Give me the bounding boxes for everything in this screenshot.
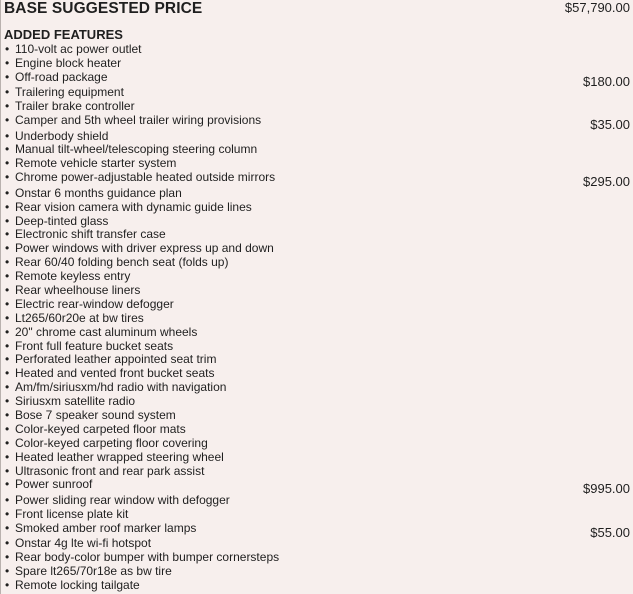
feature-item xyxy=(5,256,629,270)
feature-label: Bose 7 speaker sound system xyxy=(15,407,176,422)
feature-label: Heated leather wrapped steering wheel xyxy=(15,449,224,464)
bullet-icon: • xyxy=(5,113,10,128)
bullet-icon: • xyxy=(5,170,10,185)
bullet-icon: • xyxy=(5,142,10,157)
bullet-icon: • xyxy=(5,128,10,143)
base-price-label: BASE SUGGESTED PRICE xyxy=(4,0,203,17)
feature-label: Color-keyed carpeted floor mats xyxy=(15,421,186,436)
feature-item xyxy=(5,201,629,215)
feature-label: Color-keyed carpeting floor covering xyxy=(15,435,208,450)
feature-item xyxy=(5,579,629,593)
bullet-icon: • xyxy=(5,421,10,436)
feature-label: Remote vehicle starter system xyxy=(15,156,177,171)
bullet-icon: • xyxy=(5,520,10,535)
added-features-list xyxy=(5,43,629,593)
bullet-icon: • xyxy=(5,213,10,228)
feature-item xyxy=(5,381,629,395)
bullet-icon: • xyxy=(5,55,10,70)
feature-item xyxy=(5,565,629,579)
bullet-icon: • xyxy=(5,366,10,381)
bullet-icon: • xyxy=(5,310,10,325)
bullet-icon: • xyxy=(5,255,10,270)
bullet-icon: • xyxy=(5,380,10,395)
feature-label: Chrome power-adjustable heated outside mirrors xyxy=(15,170,276,185)
feature-item xyxy=(5,157,629,171)
feature-label: Onstar 4g lte wi-fi hotspot xyxy=(15,536,152,551)
bullet-icon: • xyxy=(5,199,10,214)
bullet-icon: • xyxy=(5,99,10,114)
feature-label: Front full feature bucket seats xyxy=(15,338,174,353)
feature-label: Power windows with driver express up and down xyxy=(15,241,274,256)
feature-label: Deep-tinted glass xyxy=(15,213,109,228)
bullet-icon: • xyxy=(5,69,10,84)
feature-item xyxy=(5,187,629,201)
feature-item xyxy=(5,170,630,190)
bullet-icon: • xyxy=(5,550,10,565)
bullet-icon: • xyxy=(5,282,10,297)
feature-label: Rear vision camera with dynamic guide lines xyxy=(15,199,252,214)
feature-item xyxy=(5,242,629,256)
feature-item xyxy=(5,477,630,497)
feature-label: Trailer brake controller xyxy=(15,99,135,114)
feature-price: $295.00 xyxy=(583,174,630,190)
feature-label: Siriusxm satellite radio xyxy=(15,394,136,409)
feature-label: 110-volt ac power outlet xyxy=(15,42,142,56)
feature-item xyxy=(5,71,629,87)
feature-label: 20" chrome cast aluminum wheels xyxy=(15,324,198,339)
feature-item xyxy=(5,312,629,326)
feature-label: Electric rear-window defogger xyxy=(15,296,174,311)
bullet-icon: • xyxy=(5,42,10,56)
bullet-icon: • xyxy=(5,338,10,353)
feature-label: Heated and vented front bucket seats xyxy=(15,366,215,381)
feature-item xyxy=(5,437,629,451)
feature-item xyxy=(5,100,629,114)
bullet-icon: • xyxy=(5,324,10,339)
feature-item xyxy=(5,465,629,479)
bullet-icon: • xyxy=(5,577,10,592)
feature-label: Power sliding rear window with defogger xyxy=(15,492,230,507)
feature-label: Perforated leather appointed seat trim xyxy=(15,352,217,367)
feature-item xyxy=(5,270,629,284)
feature-item xyxy=(5,409,629,423)
bullet-icon: • xyxy=(5,227,10,242)
added-features-title: ADDED FEATURES xyxy=(4,27,123,42)
bullet-icon: • xyxy=(5,407,10,422)
bullet-icon: • xyxy=(5,296,10,311)
feature-item xyxy=(5,228,629,242)
feature-item xyxy=(5,86,629,100)
bullet-icon: • xyxy=(5,477,10,492)
bullet-icon: • xyxy=(5,269,10,284)
feature-label: Engine block heater xyxy=(15,55,122,70)
feature-item xyxy=(5,537,629,551)
feature-label: Spare lt265/70r18e as bw tire xyxy=(15,564,172,578)
feature-item xyxy=(5,353,629,367)
bullet-icon: • xyxy=(5,85,10,100)
feature-item xyxy=(5,43,629,57)
feature-item xyxy=(5,57,629,71)
bullet-icon: • xyxy=(5,394,10,409)
feature-item xyxy=(5,494,629,508)
feature-item xyxy=(5,143,629,157)
feature-item xyxy=(5,395,629,409)
feature-label: Rear body-color bumper with bumper cornersteps xyxy=(15,550,280,565)
feature-item xyxy=(5,215,629,229)
feature-item xyxy=(5,284,629,298)
feature-label: Smoked amber roof marker lamps xyxy=(15,520,197,535)
bullet-icon: • xyxy=(5,241,10,256)
feature-item xyxy=(5,551,629,565)
feature-label: Ultrasonic front and rear park assist xyxy=(15,463,205,478)
feature-label: Rear wheelhouse liners xyxy=(15,282,141,297)
feature-item xyxy=(5,522,629,538)
feature-label: Front license plate kit xyxy=(15,506,129,521)
feature-item xyxy=(5,130,629,144)
feature-label: Camper and 5th wheel trailer wiring provisions xyxy=(15,113,262,128)
feature-item xyxy=(5,423,629,437)
bullet-icon: • xyxy=(5,506,10,521)
feature-item xyxy=(5,298,629,312)
feature-label: Remote locking tailgate xyxy=(15,577,140,592)
base-price-row xyxy=(4,0,630,18)
feature-item xyxy=(5,508,629,522)
feature-item xyxy=(5,340,629,354)
bullet-icon: • xyxy=(5,449,10,464)
feature-price: $180.00 xyxy=(583,73,630,89)
feature-label: Rear 60/40 folding bench seat (folds up) xyxy=(15,255,229,270)
feature-item xyxy=(5,367,629,381)
bullet-icon: • xyxy=(5,492,10,507)
feature-price: $995.00 xyxy=(583,481,630,497)
feature-price: $35.00 xyxy=(590,117,630,133)
feature-item xyxy=(5,113,630,133)
feature-label: Trailering equipment xyxy=(15,85,124,100)
feature-label: Underbody shield xyxy=(15,128,109,143)
bullet-icon: • xyxy=(5,352,10,367)
feature-price: $55.00 xyxy=(590,524,630,540)
bullet-icon: • xyxy=(5,463,10,478)
feature-item xyxy=(5,451,629,465)
feature-item xyxy=(5,326,629,340)
feature-label: Manual tilt-wheel/telescoping steering column xyxy=(15,142,258,157)
bullet-icon: • xyxy=(5,156,10,171)
feature-label: Am/fm/siriusxm/hd radio with navigation xyxy=(15,380,227,395)
feature-label: Power sunroof xyxy=(15,477,93,492)
bullet-icon: • xyxy=(5,435,10,450)
base-price-value: $57,790.00 xyxy=(564,0,630,15)
feature-label: Off-road package xyxy=(15,69,108,84)
feature-label: Onstar 6 months guidance plan xyxy=(15,185,182,200)
bullet-icon: • xyxy=(5,536,10,551)
feature-label: Remote keyless entry xyxy=(15,269,131,284)
feature-label: Lt265/60r20e at bw tires xyxy=(15,310,144,325)
bullet-icon: • xyxy=(5,185,10,200)
bullet-icon: • xyxy=(5,564,10,578)
feature-label: Electronic shift transfer case xyxy=(15,227,166,242)
